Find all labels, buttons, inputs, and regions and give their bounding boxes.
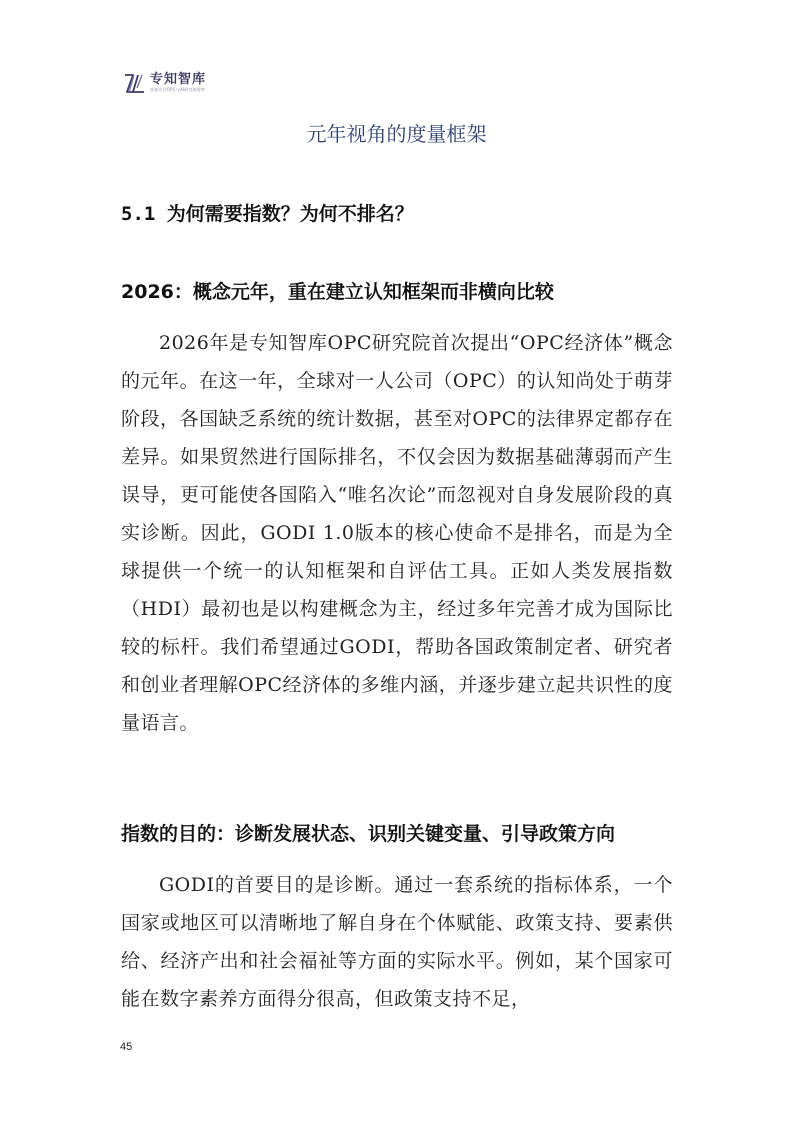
document-title: 元年视角的度量框架 [306, 122, 487, 146]
brand-logo [124, 72, 206, 98]
body-paragraph-index-purpose: GODI的首要目的是诊断。通过一套系统的指标体系，一个国家或地区可以清晰地了解自身在个体赋能、政策支持、要素供给、经济产出和社会福祉等方面的实际水平。例如，某个国家可能在数字素养方面得分很高，但政策支持不足， [121, 874, 673, 1010]
brand-name: 专知智库 [150, 72, 207, 87]
body-paragraph-concept-year: 2026年是专知智库OPC研究院首次提出“OPC经济体”概念的元年。在这一年，全球对一人公司（OPC）的认知尚处于萌芽阶段，各国缺乏系统的统计数据，甚至对OPC的法律界定都存在差异。如果贸然进行国际排名，不仅会因为数据基础薄弱而产生误导，更可能使各国陷入“唯名次论”而忽视对自身发展阶段的真实诊断。因此，GODI 1.0版本的核心使命不是排名，而是为全球提供一个统一的认知框架和自评估工具。正如人类发展指数（HDI）最初也是以构建概念为主，经过多年完善才成为国际比较的标杆。我们希望通过GODI，帮助各国政策制定者、研究者和创业者理解OPC经济体的多维内涵，并逐步建立起共识性的度量语言。 [121, 332, 673, 734]
subsection-heading-concept-year: 2026：概念元年，重在建立认知框架而非横向比较 [121, 281, 554, 303]
section-title: 5.1 为何需要指数？为何不排名？ [121, 203, 414, 225]
brand-tagline: 首家专注OPC与AI研究的智库 [150, 87, 206, 92]
subsection-heading-index-purpose: 指数的目的：诊断发展状态、识别关键变量、引导政策方向 [121, 823, 616, 845]
page-number: 45 [120, 1041, 133, 1053]
zl-monogram-logo-icon [124, 74, 146, 94]
brand-text [150, 72, 206, 93]
